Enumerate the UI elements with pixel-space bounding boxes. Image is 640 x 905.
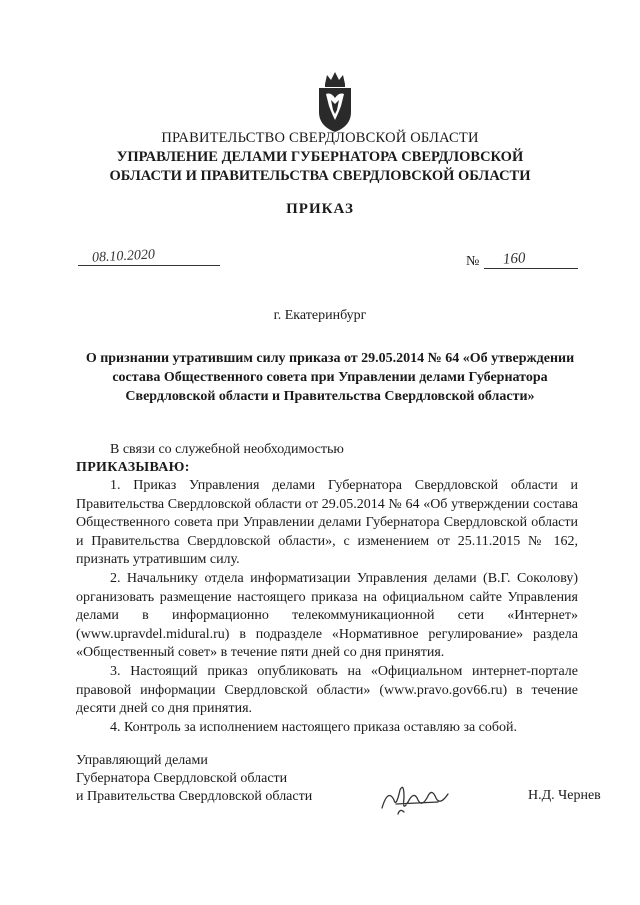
coat-of-arms-icon (313, 70, 357, 134)
order-item-1: 1. Приказ Управления делами Губернатора Свердловской области и Правительства Свердловской области от 29.05.2014 № 64 «Об утверждении состава Общественного совета при Управлении делами Губернатора Свердловской области и Правительства Свердловской области», с изменением от 25.11.2015 № 162, признать утратившим силу. (76, 478, 578, 568)
number-label: № (466, 254, 480, 269)
order-items (76, 477, 578, 737)
order-item-2: 2. Начальнику отдела информатизации Управления делами (В.Г. Соколову) организовать размещение настоящего приказа на официальном сайте Управления делами в информационно телекоммуникационной сети «Интернет» (www.upravdel.midural.ru) в подразделе «Нормативное регулирование» раздела «Общественный совет» в течение пяти дней со дня принятия. (76, 570, 578, 661)
intro-text: В связи со служебной необходимостью (110, 442, 344, 457)
order-number: 160 (502, 250, 526, 268)
signer-name: Н.Д. Чернев (528, 788, 601, 803)
department-name-line2: ОБЛАСТИ И ПРАВИТЕЛЬСТВА СВЕРДЛОВСКОЙ ОБЛАСТИ (109, 168, 531, 184)
signer-position-line3: и Правительства Свердловской области (76, 789, 313, 804)
signer-position (76, 752, 312, 806)
order-title: О признании утратившим силу приказа от 29.05.2014 № 64 «Об утверждении состава Общественного совета при Управлении делами Губернатора Свердловской области и Правительства Свердловской области» (85, 351, 575, 404)
government-name: ПРАВИТЕЛЬСТВО СВЕРДЛОВСКОЙ ОБЛАСТИ (161, 130, 479, 146)
signer-position-line2: Губернатора Свердловской области (76, 771, 288, 786)
document-type: ПРИКАЗ (286, 201, 354, 217)
date-underline (78, 265, 220, 266)
order-item-4: 4. Контроль за исполнением настоящего приказа оставляю за собой. (110, 719, 518, 735)
number-underline (484, 268, 578, 269)
order-item-3: 3. Настоящий приказ опубликовать на «Официальном интернет-портале правовой информации Свердловской области» (www.pravo.gov66.ru) в течение десяти дней со дня принятия. (76, 663, 578, 717)
city: г. Екатеринбург (273, 308, 367, 323)
order-word: ПРИКАЗЫВАЮ: (76, 460, 190, 475)
handwritten-signature (378, 778, 460, 818)
department-name-line1: УПРАВЛЕНИЕ ДЕЛАМИ ГУБЕРНАТОРА СВЕРДЛОВСКОЙ (116, 149, 524, 165)
order-date: 08.10.2020 (91, 247, 156, 266)
signer-position-line1: Управляющий делами (76, 753, 208, 768)
